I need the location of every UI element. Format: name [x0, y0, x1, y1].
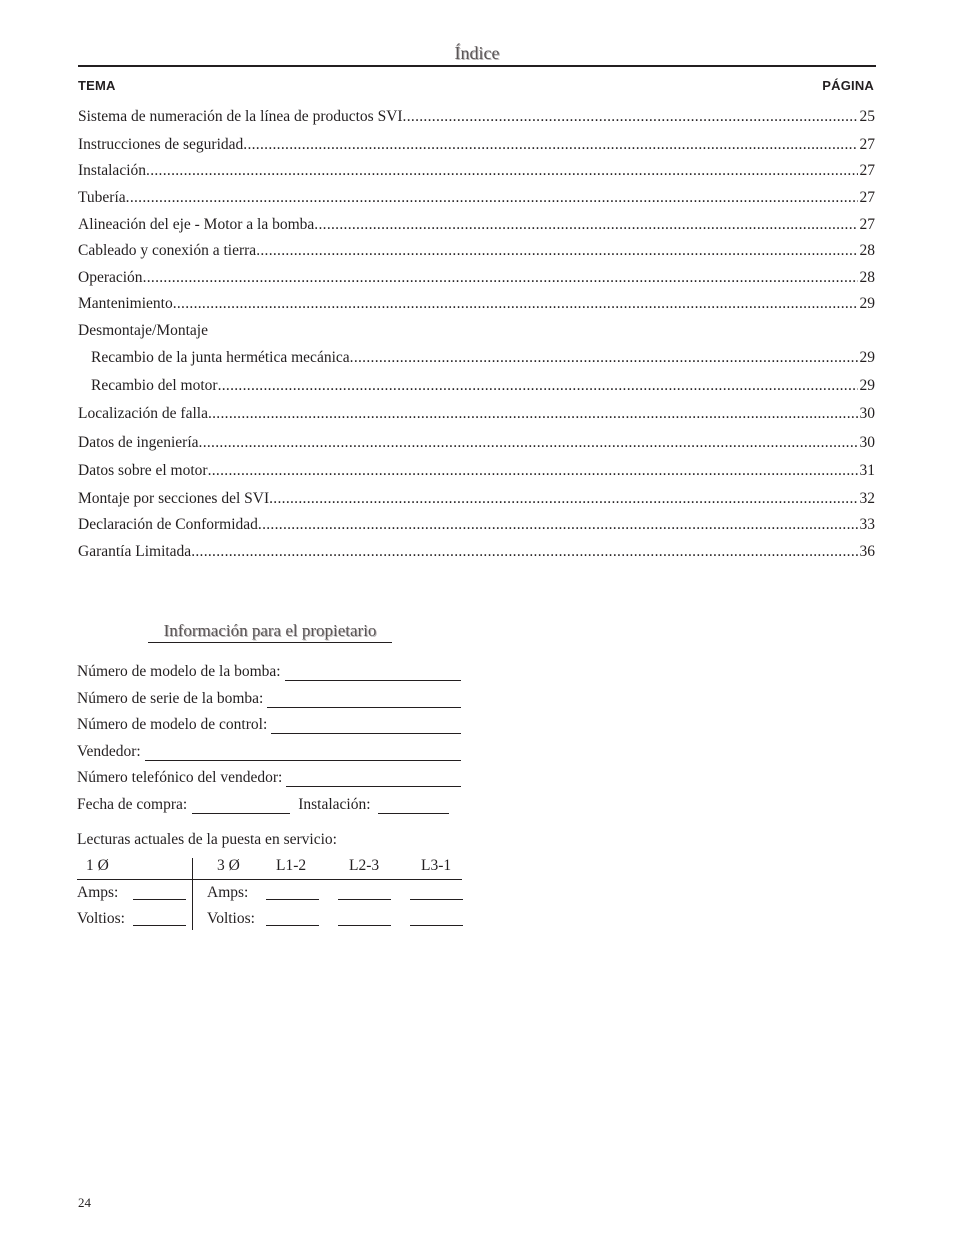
- blank-line[interactable]: [271, 719, 461, 734]
- installation-label: Instalación:: [298, 796, 371, 813]
- toc-entry-text: Operación: [78, 269, 143, 286]
- leader-dots: [350, 349, 858, 367]
- toc-entry-page: 28: [859, 242, 875, 259]
- leader-dots: [403, 108, 858, 126]
- volts-label-1ph: Voltios:: [77, 910, 125, 927]
- amps-l1-2-blank[interactable]: [266, 899, 319, 900]
- toc-entry[interactable]: [78, 216, 875, 238]
- toc-entry[interactable]: [78, 108, 875, 130]
- leader-dots: [199, 434, 858, 452]
- topic-column-header: TEMA: [78, 78, 116, 93]
- leader-dots: [256, 242, 857, 260]
- toc-entry[interactable]: [78, 242, 875, 264]
- toc-entry[interactable]: [78, 162, 875, 184]
- toc-entry-text: Sistema de numeración de la línea de productos SVI: [78, 108, 403, 125]
- volts-label-3ph: Voltios:: [207, 910, 255, 927]
- single-phase-header: 1 Ø: [86, 857, 109, 874]
- purchase-install-row: [77, 792, 461, 814]
- leader-dots: [243, 136, 857, 154]
- toc-section: [78, 322, 875, 344]
- field-label: Vendedor:: [77, 743, 141, 760]
- toc-entry-page: 28: [859, 269, 875, 286]
- readings-divider: [192, 858, 193, 930]
- dealer-field[interactable]: [77, 739, 461, 761]
- control-model-field[interactable]: [77, 712, 461, 734]
- toc-entry[interactable]: [78, 405, 875, 427]
- leader-dots: [208, 462, 858, 480]
- toc-entry-page: 27: [859, 136, 875, 153]
- toc-entry-page: 25: [859, 108, 875, 125]
- toc-entry-text: Datos sobre el motor: [78, 462, 208, 479]
- toc-entry-text: Montaje por secciones del SVI: [78, 490, 270, 507]
- leader-dots: [314, 216, 857, 234]
- toc-subentry[interactable]: [78, 349, 875, 371]
- toc-entry-page: 32: [859, 490, 875, 507]
- blank-line[interactable]: [286, 772, 461, 787]
- leader-dots: [191, 543, 857, 561]
- pump-model-field[interactable]: [77, 659, 461, 681]
- amps-1ph-blank[interactable]: [133, 899, 186, 900]
- toc-entry-page: 29: [859, 349, 875, 366]
- leader-dots: [146, 162, 857, 180]
- toc-entry-text: Tubería: [78, 189, 126, 206]
- toc-entry[interactable]: [78, 136, 875, 158]
- purchase-date-label: Fecha de compra:: [77, 796, 188, 813]
- column-l2-3: L2-3: [349, 857, 380, 874]
- toc-entry[interactable]: [78, 490, 875, 512]
- toc-entry-page: 33: [859, 516, 875, 533]
- amps-label-1ph: Amps:: [77, 884, 119, 901]
- toc-entry[interactable]: [78, 462, 875, 484]
- toc-entry-page: 29: [859, 295, 875, 312]
- toc-entry-page: 31: [859, 462, 875, 479]
- amps-label-3ph: Amps:: [207, 884, 249, 901]
- leader-dots: [126, 189, 858, 207]
- leader-dots: [173, 295, 858, 313]
- toc-entry-text: Instalación: [78, 162, 147, 179]
- toc-entry-text: Mantenimiento: [78, 295, 173, 312]
- blank-line[interactable]: [267, 693, 461, 708]
- toc-section-text: Desmontaje/Montaje: [78, 322, 208, 339]
- toc-entry-page: 29: [859, 377, 875, 394]
- page-title: Índice: [454, 43, 500, 63]
- leader-dots: [218, 377, 858, 395]
- volts-l2-3-blank[interactable]: [338, 925, 391, 926]
- toc-entry-text: Localización de falla: [78, 405, 208, 422]
- toc-entry-text: Declaración de Conformidad: [78, 516, 258, 533]
- toc-entry-page: 30: [859, 434, 875, 451]
- column-l1-2: L1-2: [276, 857, 307, 874]
- column-l3-1: L3-1: [421, 857, 452, 874]
- amps-l2-3-blank[interactable]: [338, 899, 391, 900]
- toc-entry-page: 27: [859, 216, 875, 233]
- volts-l3-1-blank[interactable]: [410, 925, 463, 926]
- installation-blank[interactable]: [378, 799, 449, 814]
- toc-entry-text: Cableado y conexión a tierra: [78, 242, 257, 259]
- readings-title: Lecturas actuales de la puesta en servicio:: [77, 831, 337, 848]
- toc-entry[interactable]: [78, 189, 875, 211]
- toc-entry-text: Recambio de la junta hermética mecánica: [91, 349, 350, 366]
- toc-entry-text: Instrucciones de seguridad: [78, 136, 244, 153]
- field-label: Número de modelo de la bomba:: [77, 663, 281, 680]
- three-phase-header: 3 Ø: [217, 857, 240, 874]
- toc-entry-text: Recambio del motor: [91, 377, 218, 394]
- toc-subentry[interactable]: [78, 377, 875, 399]
- field-label: Número de serie de la bomba:: [77, 690, 264, 707]
- purchase-date-blank[interactable]: [192, 799, 290, 814]
- toc-entry[interactable]: [78, 269, 875, 291]
- field-label: Número telefónico del vendedor:: [77, 769, 283, 786]
- readings-header-rule: [77, 879, 462, 880]
- page-number: 24: [78, 1195, 91, 1210]
- toc-entry[interactable]: [78, 543, 875, 565]
- volts-1ph-blank[interactable]: [133, 925, 186, 926]
- toc-entry-page: 36: [859, 543, 875, 560]
- title-rule: [78, 65, 876, 67]
- toc-entry[interactable]: [78, 434, 875, 456]
- leader-dots: [208, 405, 858, 423]
- pump-serial-field[interactable]: [77, 686, 461, 708]
- toc-entry-text: Garantía Limitada: [78, 543, 192, 560]
- leader-dots: [269, 490, 857, 508]
- toc-entry-page: 27: [859, 189, 875, 206]
- dealer-phone-field[interactable]: [77, 765, 461, 787]
- page-column-header: PÁGINA: [822, 78, 874, 93]
- volts-l1-2-blank[interactable]: [266, 925, 319, 926]
- blank-line[interactable]: [285, 666, 461, 681]
- toc-entry[interactable]: [78, 516, 875, 538]
- owner-info-title: Información para el propietario: [148, 621, 392, 643]
- leader-dots: [258, 516, 858, 534]
- amps-l3-1-blank[interactable]: [410, 899, 463, 900]
- toc-entry-page: 27: [859, 162, 875, 179]
- toc-entry-text: Datos de ingeniería: [78, 434, 199, 451]
- blank-line[interactable]: [145, 746, 461, 761]
- toc-entry-page: 30: [859, 405, 875, 422]
- toc-entry-text: Alineación del eje - Motor a la bomba: [78, 216, 315, 233]
- toc-entry[interactable]: [78, 295, 875, 317]
- field-label: Número de modelo de control:: [77, 716, 268, 733]
- leader-dots: [143, 269, 858, 287]
